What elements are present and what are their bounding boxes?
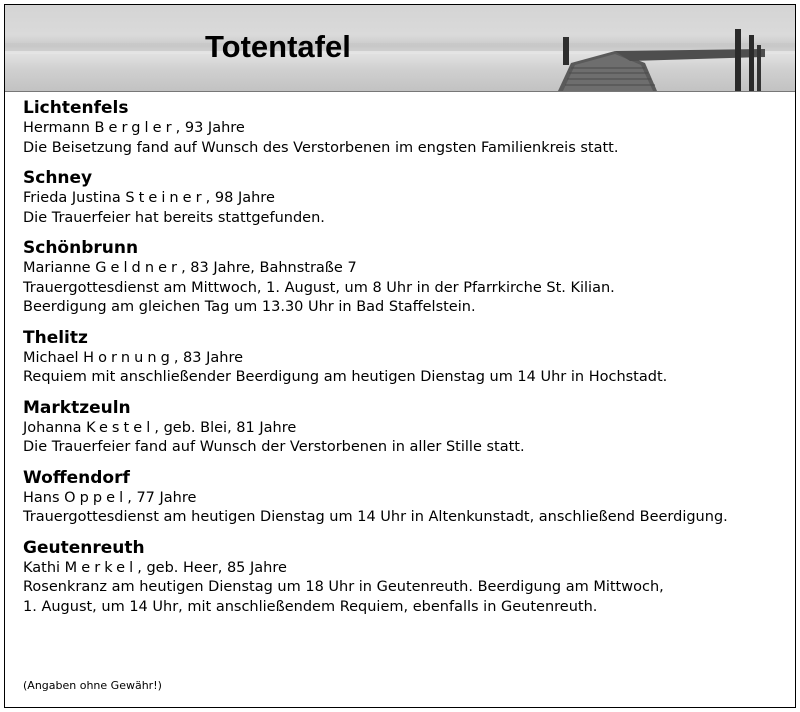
- notice-text: Beerdigung am gleichen Tag um 13.30 Uhr in Bad Staffelstein.: [23, 299, 476, 315]
- person-line: [23, 189, 793, 209]
- first-name: Frieda Justina: [23, 190, 121, 206]
- person-details: , geb. Blei, 81 Jahre: [154, 419, 297, 436]
- person-line: [23, 419, 793, 439]
- place-heading: Thelitz: [23, 327, 88, 348]
- notice-text: Die Trauerfeier hat bereits stattgefunden.: [23, 209, 325, 226]
- place-heading: Schney: [23, 168, 93, 188]
- first-name: Marianne: [23, 260, 91, 276]
- person-line: [23, 349, 793, 369]
- notice-text: Trauergottesdienst am heutigen Dienstag um 14 Uhr in Altenkunstadt, anschließend Beerdigung.: [23, 509, 728, 525]
- place-heading: Schönbrunn: [23, 238, 139, 258]
- person-line: [23, 559, 793, 579]
- place-heading: Woffendorf: [23, 467, 130, 488]
- notice-text: Requiem mit anschließender Beerdigung am heutigen Dienstag um 14 Uhr in Hochstadt.: [23, 369, 668, 385]
- person-details: , 77 Jahre: [127, 489, 197, 506]
- person-details: , 93 Jahre: [175, 120, 245, 136]
- first-name: Johanna: [23, 419, 82, 436]
- place-heading: Marktzeuln: [23, 397, 131, 418]
- person-line: [23, 259, 793, 279]
- surname: Oppel: [64, 489, 128, 506]
- person-details: , 83 Jahre, Bahnstraße 7: [181, 260, 357, 276]
- obituary-entry: [23, 237, 793, 318]
- surname: Bergler: [94, 120, 176, 136]
- obituary-notice: [4, 4, 796, 708]
- person-details: , 83 Jahre: [173, 349, 244, 366]
- obituary-entry: [23, 397, 793, 458]
- first-name: Hermann: [23, 120, 90, 136]
- obituary-entry: [23, 167, 793, 228]
- notice-text: Die Trauerfeier fand auf Wunsch der Verstorbenen in aller Stille statt.: [23, 439, 525, 455]
- obituary-entry: [23, 327, 793, 388]
- place-heading: Lichtenfels: [23, 98, 129, 118]
- surname: Geldner: [95, 260, 182, 276]
- surname: Kestel: [86, 419, 155, 436]
- first-name: Kathi: [23, 559, 61, 576]
- place-heading: Geutenreuth: [23, 537, 145, 558]
- surname: Steiner: [125, 190, 206, 206]
- surname: Hornung: [83, 349, 174, 366]
- surname: Merkel: [64, 559, 138, 576]
- person-details: , 98 Jahre: [205, 190, 275, 206]
- obituary-entry: [23, 467, 793, 528]
- notice-text: Trauergottesdienst am Mittwoch, 1. August, um 8 Uhr in der Pfarrkirche St. Kilian.: [23, 279, 615, 296]
- disclaimer: (Angaben ohne Gewähr!): [23, 679, 162, 692]
- notice-text: Die Beisetzung fand auf Wunsch des Verstorbenen im engsten Familienkreis statt.: [23, 139, 619, 156]
- person-details: , geb. Heer, 85 Jahre: [137, 559, 287, 576]
- person-line: [23, 119, 793, 139]
- first-name: Hans: [23, 489, 60, 506]
- obituary-entry: [23, 97, 793, 158]
- notice-text: 1. August, um 14 Uhr, mit anschließendem Requiem, ebenfalls in Geutenreuth.: [23, 598, 598, 615]
- page-title: Totentafel: [205, 29, 351, 64]
- notice-text: Rosenkranz am heutigen Dienstag um 18 Uhr in Geutenreuth. Beerdigung am Mittwoch,: [23, 579, 664, 595]
- entries-list: [23, 97, 793, 626]
- first-name: Michael: [23, 349, 79, 366]
- person-line: [23, 489, 793, 509]
- obituary-entry: [23, 537, 793, 618]
- header-banner: [5, 5, 795, 92]
- lake-jetty-image: [5, 5, 795, 91]
